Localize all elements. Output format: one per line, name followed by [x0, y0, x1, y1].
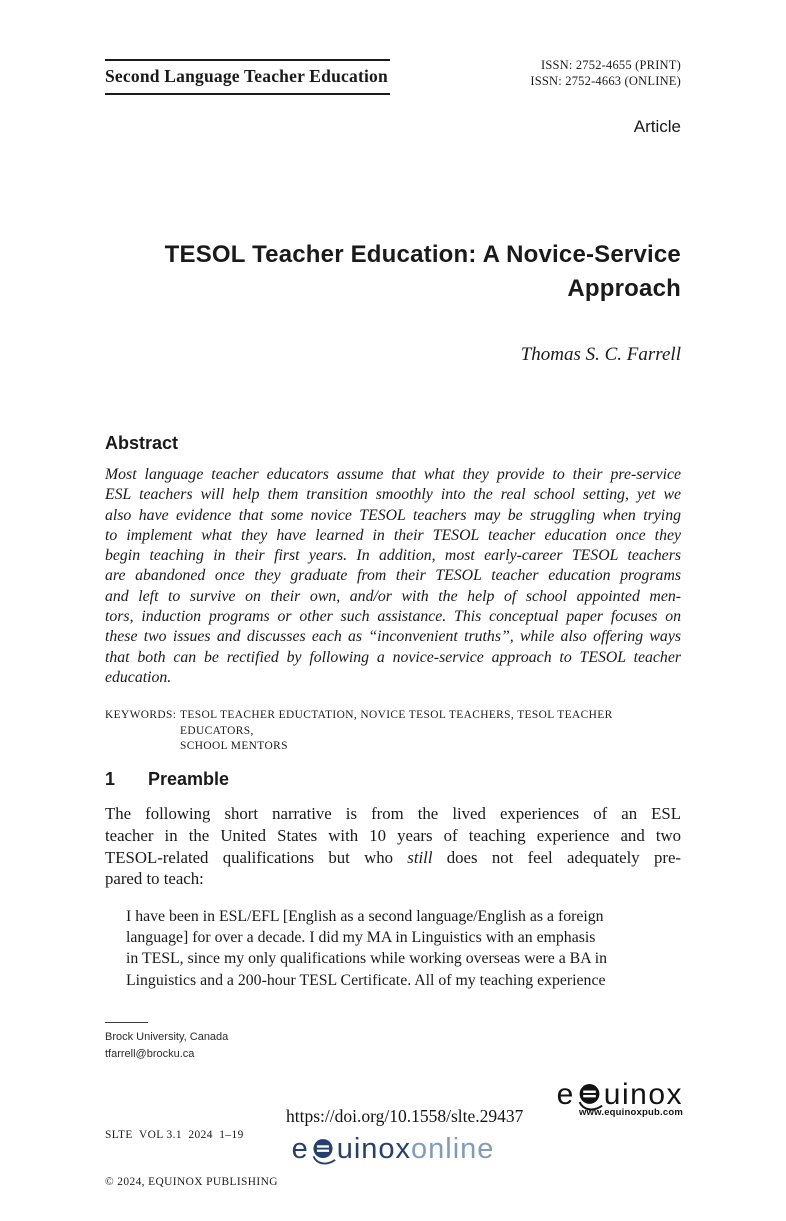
volume-info: SLTE VOL 3.1 2024 1–19	[105, 1129, 244, 1141]
doi-link[interactable]: https://doi.org/10.1558/slte.29437	[286, 1106, 524, 1126]
issn-online: ISSN: 2752-4663 (ONLINE)	[530, 73, 681, 88]
author-affiliation: Brock University, Canada	[105, 1031, 229, 1043]
abstract-text: Most language teacher educators assume that what they provide to their pre-service ESL teachers will help them transition smoothly into the real school setting, yet we also have evidence that some novice TESOL teachers may be struggling when trying to implement what they have learned in their TESOL teacher education once they begin teaching in their first years. In addition, most early-career TESOL teachers are abandoned once they graduate from their TESOL teacher education programs and left to survive on their own, and/or with the help of school appointed men- tors, induction programs or other such assistance. This conceptual paper focuses on these two issues and discusses each as “inconvenient truths”, while also offering ways that both can be rectified by following a novice-service approach to TESOL teacher education.	[105, 466, 681, 686]
author-email-link[interactable]: tfarrell@brocku.ca	[105, 1047, 195, 1060]
section-number: 1	[105, 769, 116, 789]
section-title: Preamble	[148, 769, 230, 789]
online-suffix: online	[411, 1133, 495, 1165]
block-quote: I have been in ESL/EFL [English as a second language/English as a foreign language] for over a decade. I did my MA in Linguistics with an emphasis in TESL, since my only qualifications while working overseas were a BA in Linguistics and a 200-hour TESL Certificate. All of my teaching experience	[126, 908, 607, 989]
equinox-q-icon	[576, 1083, 603, 1113]
issn-block	[530, 58, 681, 89]
wordmark-post: uinox	[603, 1078, 683, 1111]
keywords-row	[105, 708, 681, 755]
issn-print: ISSN: 2752-4655 (PRINT)	[540, 58, 681, 72]
equinox-logo	[557, 1080, 683, 1118]
section-heading	[105, 769, 229, 790]
journal-title: Second Language Teacher Education	[105, 66, 388, 86]
article-title: TESOL Teacher Education: A Novice-Service Approach	[164, 241, 681, 302]
copyright: © 2024, EQUINOX PUBLISHING	[105, 1175, 278, 1188]
wordmark-pre: e	[556, 1078, 575, 1111]
abstract-heading: Abstract	[105, 433, 179, 453]
journal-masthead	[105, 59, 390, 95]
paragraph-1: The following short narrative is from the lived experiences of an ESL teacher in the United States with 10 years of teaching experience and two TESOL-related qualifications but who still does not feel adequately pre- pared to teach:	[105, 804, 681, 889]
keywords-text: TESOL TEACHER EDUCTATION, NOVICE TESOL TEACHERS, TESOL TEACHER EDUCATORS, SCHOOL MENTORS	[180, 709, 613, 752]
equinox-wordmark	[557, 1080, 683, 1110]
author-name: Thomas S. C. Farrell	[520, 344, 681, 365]
online-wordmark-post: uinox	[336, 1133, 412, 1165]
online-wordmark-pre: e	[291, 1133, 309, 1165]
footnote	[105, 1022, 228, 1062]
keywords-label: KEYWORDS:	[105, 709, 177, 721]
equinox-online-logo	[0, 1134, 786, 1164]
equinox-online-q-icon	[310, 1138, 336, 1167]
equinox-url: www.equinoxpub.com	[578, 1107, 683, 1118]
footnote-rule	[105, 1022, 148, 1023]
article-type-label: Article	[633, 117, 681, 136]
